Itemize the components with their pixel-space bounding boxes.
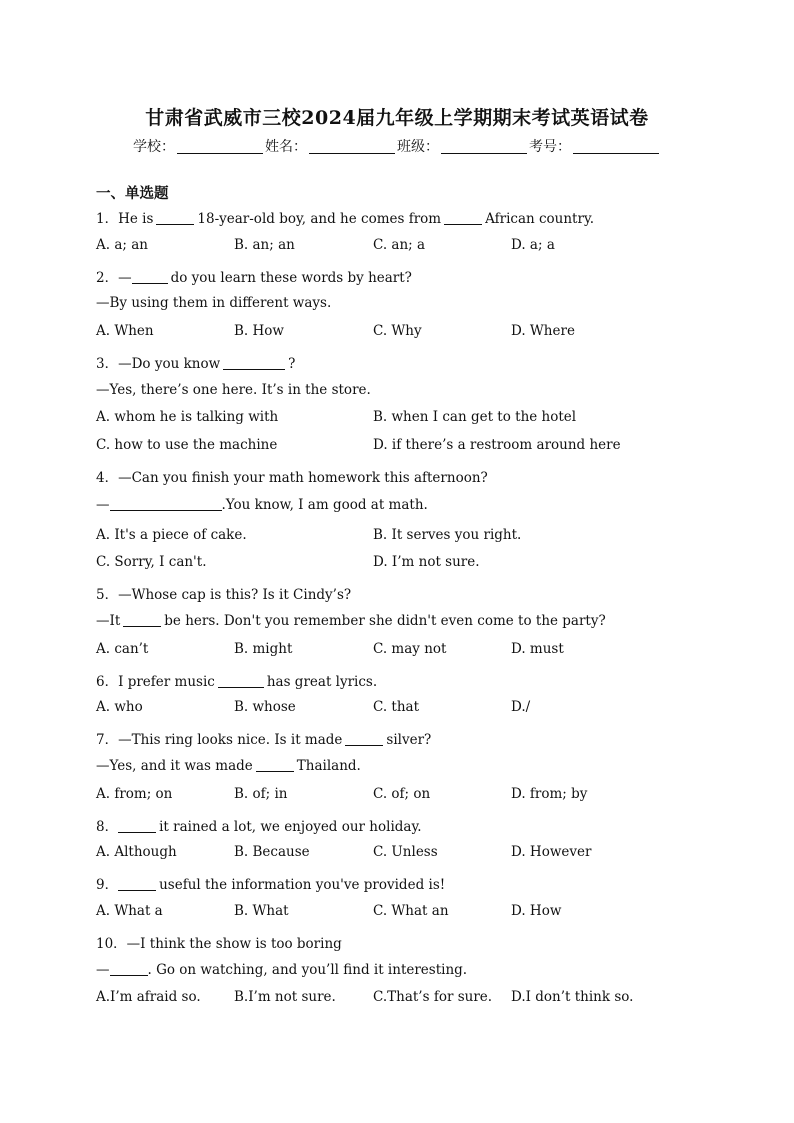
question-3-stem: 3．—Do you know ? — [96, 356, 296, 372]
question-5-stem: 5．—Whose cap is this? Is it Cindy’s? — [96, 587, 352, 603]
blank — [118, 877, 156, 891]
question-3-option-b: B. when I can get to the hotel — [373, 409, 577, 425]
name-label: 姓名： — [265, 139, 307, 155]
question-2-option-c: C. Why — [373, 323, 422, 339]
question-7-answer-line: —Yes, and it was made Thailand. — [96, 758, 361, 774]
question-6-option-a: A. who — [96, 699, 143, 715]
question-8-stem: 8． it rained a lot, we enjoyed our holiday. — [96, 819, 422, 835]
question-2-option-d: D. Where — [511, 323, 575, 339]
question-10-option-a: A.I’m afraid so. — [96, 989, 201, 1005]
class-label: 班级： — [397, 139, 439, 155]
question-7-option-c: C. of; on — [373, 786, 431, 802]
question-5-option-b: B. might — [234, 641, 293, 657]
student-info-line — [0, 136, 794, 156]
question-3-option-c: C. how to use the machine — [96, 437, 278, 453]
question-6-stem: 6．I prefer music has great lyrics. — [96, 674, 378, 690]
question-9-option-b: B. What — [234, 903, 289, 919]
number-label: 考号： — [529, 139, 571, 155]
question-8-option-b: B. Because — [234, 844, 310, 860]
question-9-option-a: A. What a — [96, 903, 163, 919]
question-1-option-a: A. a; an — [96, 237, 148, 253]
question-1-stem: 1．He is 18-year-old boy, and he comes from African country. — [96, 211, 595, 227]
question-6-option-b: B. whose — [234, 699, 296, 715]
question-5-option-d: D. must — [511, 641, 564, 657]
question-1-option-d: D. a; a — [511, 237, 555, 253]
question-8-option-c: C. Unless — [373, 844, 438, 860]
school-label: 学校： — [133, 139, 175, 155]
blank — [132, 270, 168, 284]
question-10-answer-line: — . Go on watching, and you’ll find it interesting. — [96, 962, 468, 978]
blank — [123, 613, 161, 627]
question-1-option-b: B. an; an — [234, 237, 295, 253]
section-title: 一、单选题 — [96, 186, 169, 202]
question-7-option-a: A. from; on — [96, 786, 173, 802]
question-5-option-a: A. can’t — [96, 641, 149, 657]
question-3-option-d: D. if there’s a restroom around here — [373, 437, 621, 453]
question-5-option-c: C. may not — [373, 641, 447, 657]
question-2-option-b: B. How — [234, 323, 284, 339]
question-4-stem: 4．—Can you finish your math homework this afternoon? — [96, 470, 488, 486]
question-1-option-c: C. an; a — [373, 237, 426, 253]
number-blank[interactable] — [573, 139, 659, 154]
question-2-option-a: A. When — [96, 323, 154, 339]
question-4-option-c: C. Sorry, I can't. — [96, 554, 207, 570]
question-7-option-d: D. from; by — [511, 786, 588, 802]
question-3-option-a: A. whom he is talking with — [96, 409, 279, 425]
question-7-option-b: B. of; in — [234, 786, 288, 802]
question-9-option-d: D. How — [511, 903, 562, 919]
question-8-option-d: D. However — [511, 844, 592, 860]
blank — [444, 211, 482, 225]
class-blank[interactable] — [441, 139, 527, 154]
blank — [156, 211, 194, 225]
question-10-option-b: B.I’m not sure. — [234, 989, 336, 1005]
question-2-answer-line: —By using them in different ways. — [96, 295, 332, 311]
question-9-option-c: C. What an — [373, 903, 449, 919]
blank — [256, 758, 294, 772]
blank — [110, 497, 222, 511]
blank — [218, 674, 264, 688]
question-8-option-a: A. Although — [96, 844, 177, 860]
blank — [345, 732, 383, 746]
question-2-stem: 2．— do you learn these words by heart? — [96, 270, 412, 286]
exam-title: 甘肃省武威市三校2024届九年级上学期期末考试英语试卷 — [145, 107, 649, 129]
question-3-answer-line: —Yes, there’s one here. It’s in the store. — [96, 382, 371, 398]
question-4-option-a: A. It's a piece of cake. — [96, 527, 247, 543]
name-blank[interactable] — [309, 139, 395, 154]
question-10-stem: 10．—I think the show is too boring — [96, 936, 342, 952]
question-6-option-d: D./ — [511, 699, 531, 715]
question-6-option-c: C. that — [373, 699, 420, 715]
question-10-option-c: C.That’s for sure. — [373, 989, 493, 1005]
question-7-stem: 7．—This ring looks nice. Is it made silver? — [96, 732, 432, 748]
question-4-option-b: B. It serves you right. — [373, 527, 522, 543]
question-10-option-d: D.I don’t think so. — [511, 989, 634, 1005]
question-9-stem: 9． useful the information you've provided is! — [96, 877, 446, 893]
blank — [223, 356, 285, 370]
school-blank[interactable] — [177, 139, 263, 154]
question-4-answer-line: — .You know, I am good at math. — [96, 497, 428, 513]
question-5-answer-line: —It be hers. Don't you remember she didn't even come to the party? — [96, 613, 606, 629]
blank — [110, 962, 148, 976]
blank — [118, 819, 156, 833]
question-4-option-d: D. I’m not sure. — [373, 554, 480, 570]
